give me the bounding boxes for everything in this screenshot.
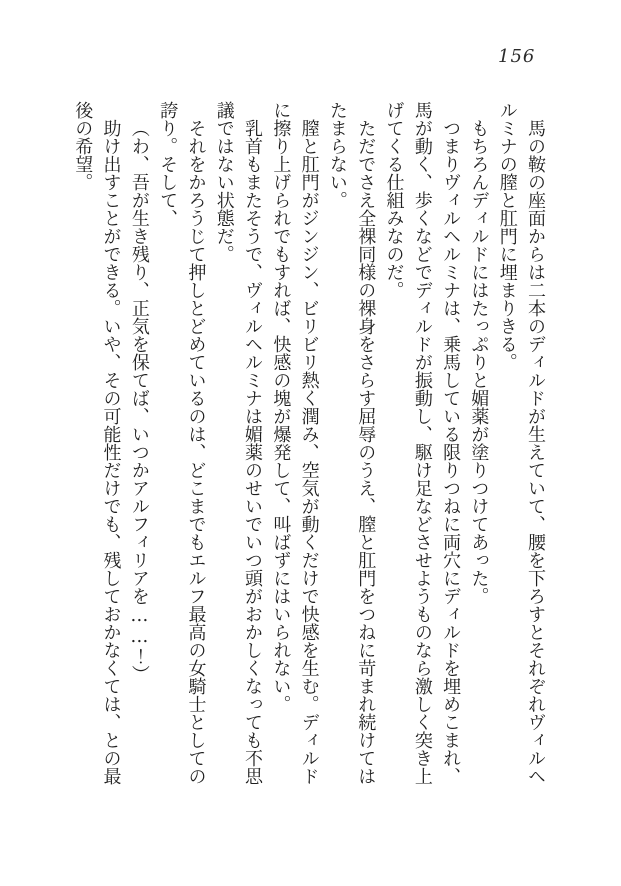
- text-line: つまりヴィルヘルミナは、乗馬している限りつねに両穴にディルドを埋めこまれ、: [440, 119, 462, 785]
- text-line: 膣と肛門がジンジン、ビリビリ熱く潤み、空気が動くだけで快感を生む。ディルド: [298, 119, 320, 785]
- text-line: ただでさえ全裸同様の裸身をさらす屈辱のうえ、膣と肛門をつねに苛まれ続けては: [355, 119, 377, 785]
- text-block: [68, 101, 549, 791]
- text-line: 議ではない状態だ。: [213, 101, 235, 263]
- text-line: 馬の鞍の座面からは二本のディルドが生えていて、腰を下ろすとそれぞれヴィルヘ: [525, 119, 546, 785]
- text-line: もちろんディルドにはたっぷりと媚薬が塗りつけてあった。: [468, 119, 490, 605]
- text-line: それをかろうじて押しとどめているのは、どこまでもエルフ最高の女騎士としての: [185, 119, 207, 785]
- text-line: たまらない。: [326, 101, 348, 209]
- text-line: 馬が動く、歩くなどでディルドが振動し、駆け足などさせようものなら激しく突き上: [411, 101, 433, 785]
- page-number: 156: [498, 46, 536, 67]
- text-line: げてくる仕組みなのだ。: [383, 101, 405, 299]
- text-line: に擦り上げられでもすれば、快感の塊が爆発して、叫ばずにはいられない。: [270, 101, 292, 713]
- text-line: 後の希望。: [72, 101, 94, 191]
- text-line: 乳首もまたそうで、ヴィルヘルミナは媚薬のせいでいつ頭がおかしくなっても不思: [242, 119, 264, 785]
- text-line: （わ、吾が生き残り、正気を保てば、いつかアルフィリアを……！）: [128, 119, 150, 683]
- text-line: 助け出すことができる。いや、その可能性だけでも、残しておかなくては、との最: [100, 119, 122, 785]
- text-line: ルミナの膣と肛門に埋まりきる。: [496, 101, 518, 371]
- text-line: 誇り。そして、: [157, 101, 179, 227]
